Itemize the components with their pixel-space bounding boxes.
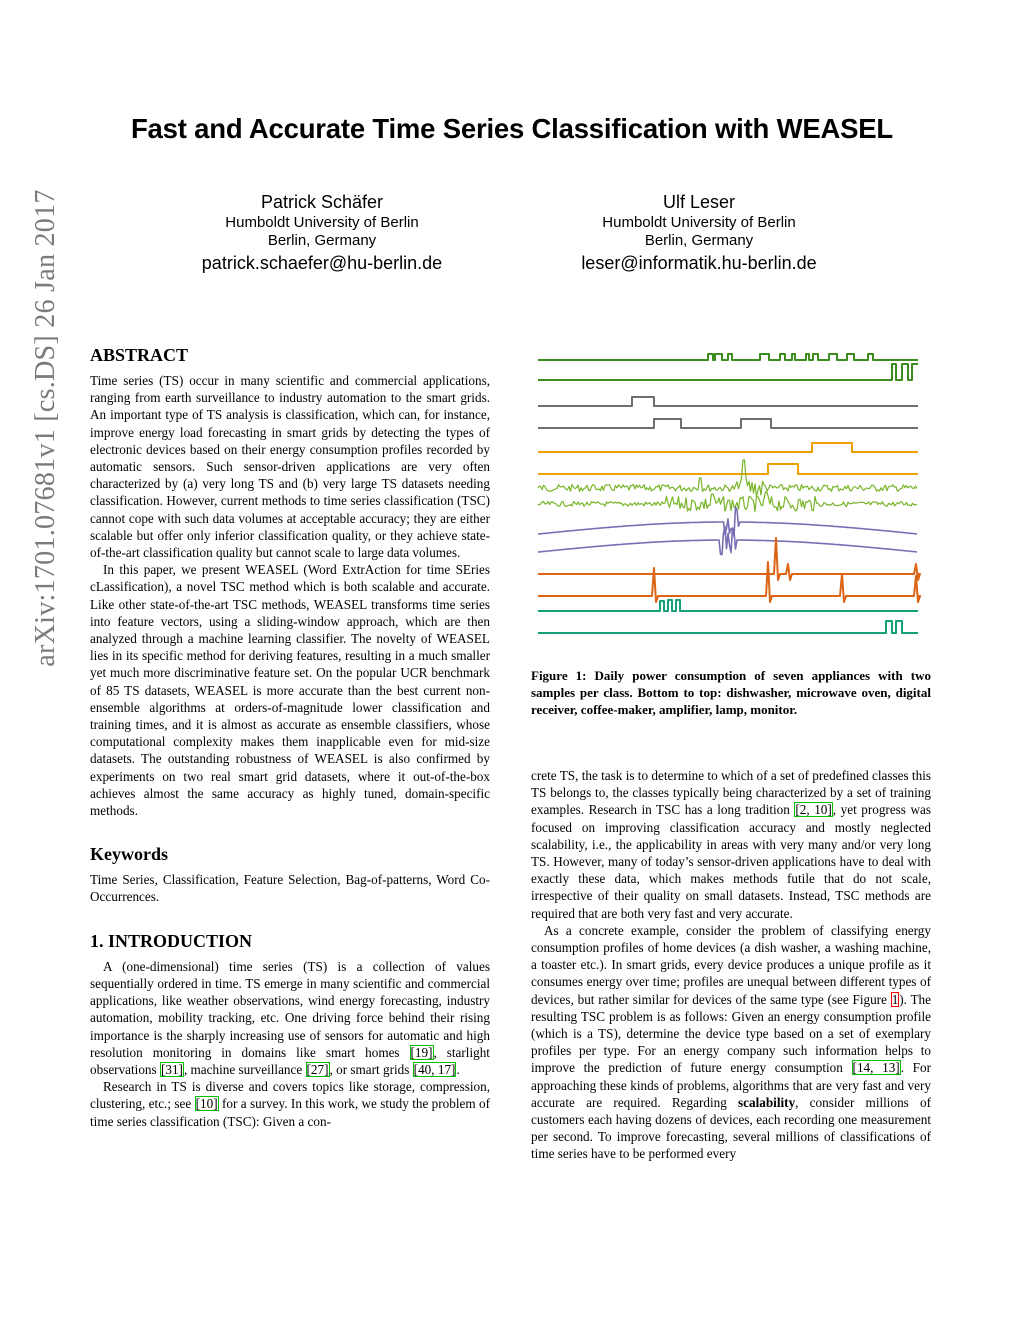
trace-dishwasher-1 (538, 600, 918, 611)
trace-digital-receiver-2 (538, 527, 917, 555)
author-block-1 (132, 190, 512, 274)
intro-paragraph: A (one-dimensional) time series (TS) is a collection of values sequentially ordered in time. TS emerge in many scientific and commercial applications, like weather observations, wind energy forecasting, industry automation, mobility tracking, etc. One driving force behind their rising importance is the sharply increasing use of sensors for automatic and high resolution monitoring in domains like smart homes [19], starlight observations [31], machine surveillance [27], or smart grids [40, 17]. (90, 958, 490, 1077)
citation-link[interactable]: [40, 17] (413, 1061, 456, 1077)
body-paragraph: crete TS, the task is to determine to which of a set of predefined classes this TS belongs to, the classes typically being characterized by a set of training examples. Research in TSC has a long tradition [2, 10], yet progress was focused on improving classification accuracy and mostly neglected scalability, i.e., the applicability in areas with very many and/or very long TS. However, many of today’s sensor-driven applications have to deal with exactly these data, which makes methods futile that do not scale, irrespective of their quality on small datasets. Instead, TSC methods are required that are both very fast and very accurate. (531, 768, 931, 921)
trace-dishwasher-2 (538, 621, 918, 633)
citation-link[interactable]: [19] (410, 1044, 433, 1060)
trace-lamp-2 (538, 419, 918, 428)
citation-link[interactable]: [10] (195, 1096, 218, 1112)
introduction-heading: 1. INTRODUCTION (90, 930, 253, 951)
right-column (531, 767, 931, 1163)
paper-title: Fast and Accurate Time Series Classification with WEASEL (130, 113, 894, 144)
abstract-paragraph: Time series (TS) occur in many scientific and commercial applications, ranging from earth surveillance to industry automation to the smart grids. An important type of TS analysis is classification, which can, for instance, improve energy load forecasting in smart grids by detecting the types of electronic devices based on their energy consumption profiles recorded by automatic sensors. Such sensor-driven applications are very often characterized by (a) very long TS and (b) very large TS datasets needing classification. However, current methods to time series classification (TSC) cannot cope with such data volumes at acceptable accuracy; they are either scalable but offer only inferior classification quality, or they achieve state-of-the-art classification quality but cannot scale to large data volumes. (90, 373, 490, 561)
left-column (90, 344, 490, 1130)
trace-digital-receiver-1 (538, 507, 917, 536)
author-affiliation: Humboldt University of Berlin (225, 214, 419, 231)
trace-microwave-2 (538, 562, 920, 602)
author-affiliation: Humboldt University of Berlin (602, 214, 796, 231)
figure-reference-link[interactable]: 1 (891, 991, 899, 1007)
keywords-text: Time Series, Classification, Feature Selection, Bag-of-patterns, Word Co-Occurrences. (90, 872, 490, 905)
author-name: Patrick Schäfer (260, 192, 384, 212)
abstract-heading: ABSTRACT (90, 345, 189, 365)
trace-monitor-1 (538, 354, 918, 360)
author-email[interactable]: leser@informatik.hu-berlin.de (581, 253, 817, 273)
citation-link[interactable]: [2, 10] (795, 802, 832, 818)
body-paragraph: As a concrete example, consider the problem of classifying energy consumption profiles of home devices (a dish washer, a washing machine, a toaster etc.). In smart grids, every device produces a unique profile as it consumes energy over time; profiles are unequal between different types of devices, but rather similar for devices of the same type (see Figure 1). The resulting TSC problem is as follows: Given an energy consumption profile (which is a TS), determine the device type based on a set of exemplary profiles per type. For an energy company such information helps to improve the prediction of future energy consumption [14, 13]. For approaching these kinds of problems, algorithms that are very fast and very accurate are required. Regarding scalability, consider millions of customers each having dozens of devices, each recording one measurement per second. To improve forecasting, several millions of classifications of time series have to be performed every (531, 922, 931, 1162)
intro-paragraph: Research in TS is diverse and covers topics like storage, compression, clustering, etc.; see [10] for a survey. In this work, we study the problem of time series classification (TSC): Given a con- (90, 1079, 490, 1129)
citation-link[interactable]: [27] (306, 1061, 329, 1077)
trace-lamp-1 (538, 397, 918, 406)
trace-amplifier-2 (538, 464, 918, 474)
trace-amplifier-1 (538, 443, 918, 452)
keywords-heading: Keywords (90, 844, 168, 865)
trace-coffee-maker-2 (538, 492, 917, 512)
trace-monitor-2 (538, 364, 918, 380)
author-location: Berlin, Germany (267, 232, 377, 249)
author-name: Ulf Leser (662, 192, 736, 212)
author-location: Berlin, Germany (644, 232, 754, 249)
abstract-paragraph: In this paper, we present WEASEL (Word ExtrAction for time SEries cLassification), a novel TSC method which is both scalable and accurate. Like other state-of-the-art TSC methods, WEASEL transforms time series into feature vectors, using a sliding-window approach, which are then analyzed through a machine learning classifier. The novelty of WEASEL lies in its specific method for deriving features, resulting in a much smaller yet much more discriminative feature set. On the popular UCR benchmark of 85 TS datasets, WEASEL is more accurate than the best current non-ensemble algorithms at orders-of-magnitude lower classification and training times, and it is almost as accurate as ensemble classifiers, whose computational complexity makes them inapplicable even for mid-size datasets. The outstanding robustness of WEASEL is also confirmed by experiments on two real smart grid datasets, where it out-of-the-box achieves almost the same accuracy as highly tuned, domain-specific methods. (90, 562, 490, 819)
trace-coffee-maker-1 (538, 460, 917, 497)
author-block-2 (509, 190, 889, 274)
citation-link[interactable]: [31] (160, 1061, 183, 1077)
arxiv-stamp[interactable]: arXiv:1701.07681v1 [cs.DS] 26 Jan 2017 (30, 189, 61, 667)
figure-1-plot (536, 346, 922, 636)
figure-caption: Figure 1: Daily power consumption of seven appliances with two samples per class. Bottom to top: dishwasher, microwave oven, digital receiver, coffee-maker, amplifier, lamp, monitor. (531, 668, 931, 718)
emphasis-scalability: scalability (738, 1094, 796, 1110)
author-email[interactable]: patrick.schaefer@hu-berlin.de (201, 253, 443, 273)
citation-link[interactable]: [14, 13] (852, 1060, 900, 1076)
